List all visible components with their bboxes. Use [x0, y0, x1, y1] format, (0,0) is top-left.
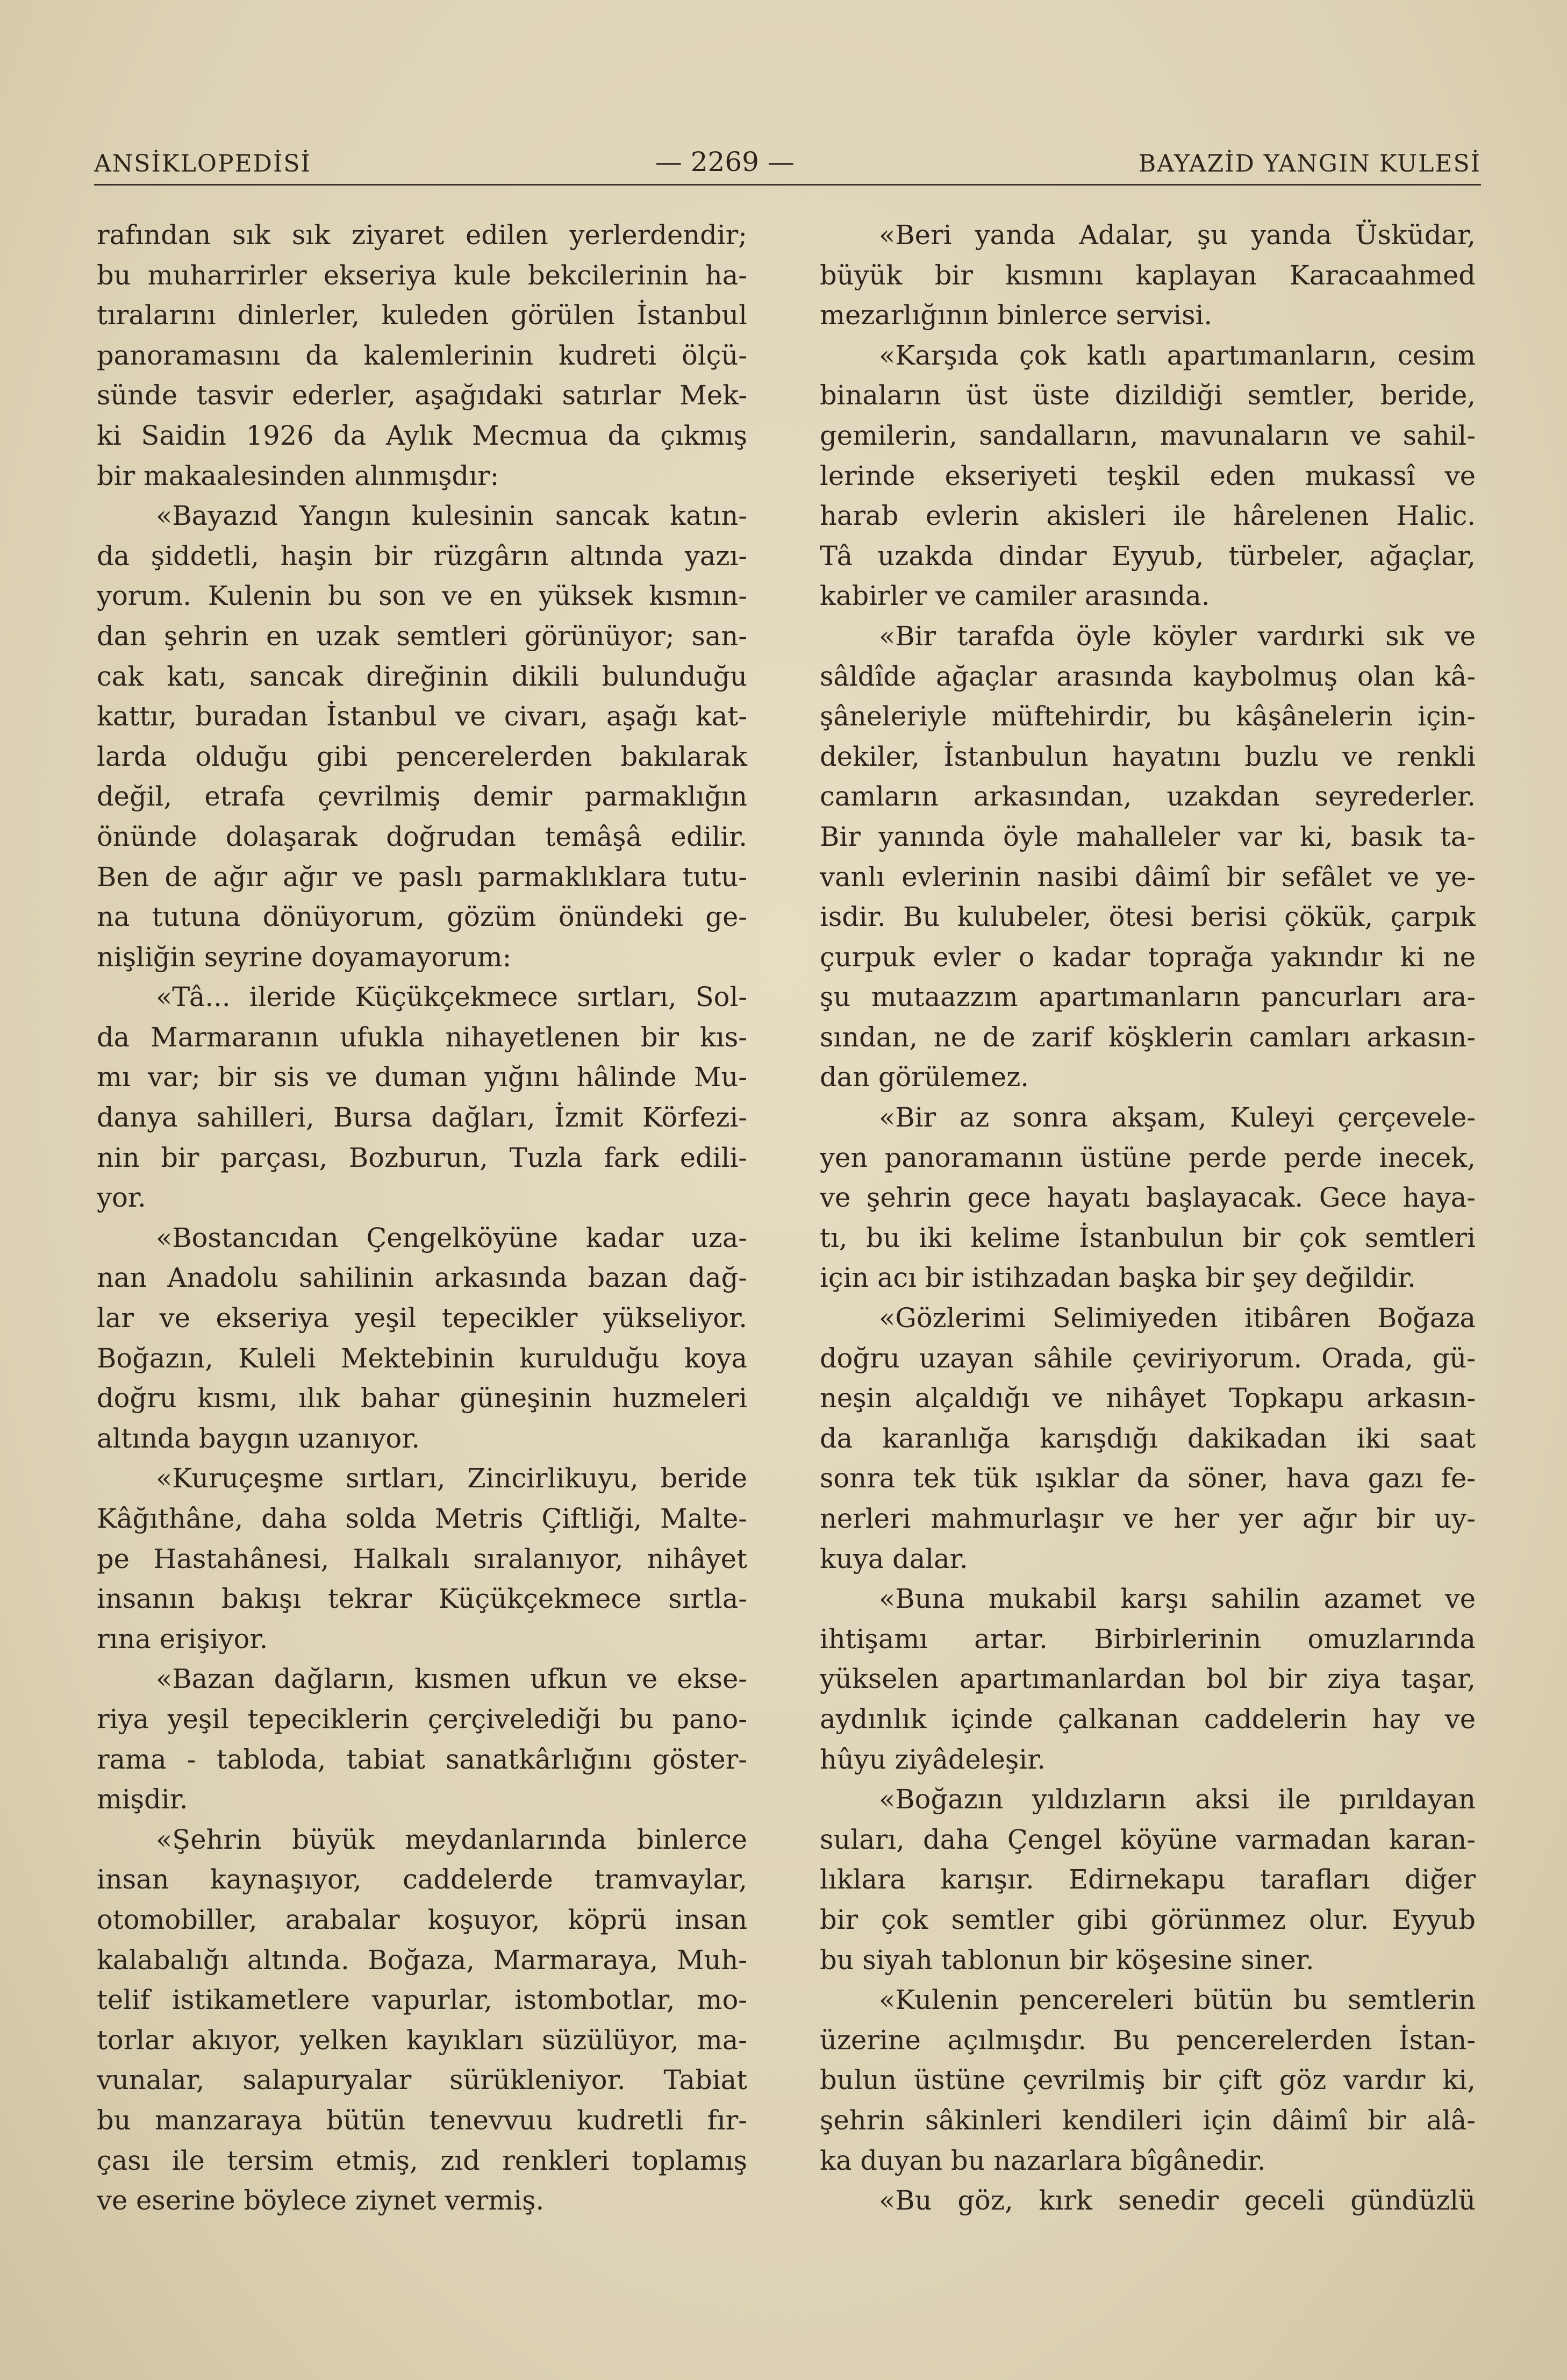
text-line: üzerine açılmışdır. Bu pencerelerden İstan- [820, 2024, 1476, 2056]
text-line: «Beri yanda Adalar, şu yanda Üsküdar, [879, 219, 1476, 251]
text-line: pe Hastahânesi, Halkalı sıralanıyor, nihâyet [97, 1543, 747, 1574]
text-line: hûyu ziyâdeleşir. [820, 1743, 1046, 1775]
text-line: sâldîde ağaçlar arasında kaybolmuş olan kâ- [820, 660, 1476, 692]
text-line: «Bostancıdan Çengelköyüne kadar uza- [156, 1222, 747, 1253]
text-line: nin bir parçası, Bozburun, Tuzla fark edili- [97, 1142, 747, 1173]
text-line: camların arkasından, uzakdan seyrederler. [820, 781, 1476, 813]
text-line: nan Anadolu sahilinin arkasında bazan dağ- [97, 1262, 747, 1294]
text-line: lıklara karışır. Edirnekapu tarafları diğer [820, 1864, 1476, 1896]
text-line: binaların üst üste dizildiği semtler, beride, [820, 380, 1476, 411]
text-line: suları, daha Çengel köyüne varmadan karan- [820, 1823, 1476, 1855]
text-line: isdir. Bu kulubeler, ötesi berisi çökük, çarpık [820, 901, 1476, 933]
text-line: önünde dolaşarak doğrudan temâşâ edilir. [97, 821, 747, 852]
text-line: «Bir az sonra akşam, Kuleyi çerçevele- [879, 1102, 1476, 1134]
text-line: yor. [97, 1182, 146, 1214]
text-line: Bir yanında öyle mahalleler var ki, basık ta- [820, 821, 1476, 852]
text-line: ihtişamı artar. Birbirlerinin omuzlarında [820, 1623, 1476, 1655]
text-line: Tâ uzakda dindar Eyyub, türbeler, ağaçlar, [820, 540, 1476, 572]
text-line: «Kuruçeşme sırtları, Zincirlikuyu, beride [156, 1463, 747, 1494]
text-line: panoramasını da kalemlerinin kudreti ölçü- [97, 339, 747, 371]
text-line: vunalar, salapuryalar sürükleniyor. Tabiat [97, 2064, 747, 2096]
text-line: larda olduğu gibi pencerelerden bakılarak [97, 740, 747, 772]
text-line: mişdir. [97, 1784, 188, 1815]
text-line: da karanlığa karışdığı dakikadan iki saat [820, 1422, 1476, 1454]
right-text-column [820, 215, 1476, 2221]
text-line: «Bu göz, kırk senedir geceli gündüzlü [879, 2185, 1476, 2217]
text-line: kattır, buradan İstanbul ve civarı, aşağı kat- [97, 701, 747, 732]
text-line: ve şehrin gece hayatı başlayacak. Gece haya- [820, 1182, 1476, 1214]
text-line: «Gözlerimi Selimiyeden itibâren Boğaza [879, 1302, 1476, 1334]
text-line: «Şehrin büyük meydanlarında binlerce [156, 1823, 747, 1855]
text-line: gemilerin, sandalların, mavunaların ve sahil- [820, 419, 1476, 451]
text-line: «Buna mukabil karşı sahilin azamet ve [879, 1583, 1476, 1615]
text-line: çurpuk evler o kadar toprağa yakındır ki ne [820, 941, 1476, 973]
text-line: «Boğazın yıldızların aksi ile pırıldayan [879, 1784, 1476, 1815]
text-line: bir çok semtler gibi görünmez olur. Eyyub [820, 1904, 1476, 1935]
text-line: Ben de ağır ağır ve paslı parmaklıklara tutu- [97, 861, 747, 893]
text-line: mezarlığının binlerce servisi. [820, 300, 1213, 331]
header-right-title: BAYAZİD YANGIN KULESİ [1138, 150, 1481, 177]
text-line: tıralarını dinlerler, kuleden görülen İstanbul [97, 300, 747, 331]
text-line: bu siyah tablonun bir köşesine siner. [820, 1944, 1314, 1976]
text-line: rafından sık sık ziyaret edilen yerlerdendir; [97, 219, 747, 251]
text-line: otomobiller, arabalar koşuyor, köprü insan [97, 1904, 747, 1935]
text-line: «Karşıda çok katlı apartımanların, cesim [879, 339, 1476, 371]
text-line: kuya dalar. [820, 1543, 968, 1574]
text-line: insanın bakışı tekrar Küçükçekmece sırtla- [97, 1583, 747, 1615]
text-line: nişliğin seyrine doyamayorum: [97, 941, 512, 973]
text-line: «Bazan dağların, kısmen ufkun ve ekse- [156, 1663, 747, 1695]
text-line: sından, ne de zarif köşklerin camları arkasın- [820, 1021, 1476, 1053]
text-line: bu manzaraya bütün tenevvuu kudretli fır- [97, 2104, 747, 2136]
text-line: sünde tasvir ederler, aşağıdaki satırlar Mek- [97, 380, 747, 411]
text-line: dan şehrin en uzak semtleri görünüyor; san- [97, 620, 747, 652]
page-number: — 2269 — [655, 146, 795, 177]
text-line: nerleri mahmurlaşır ve her yer ağır bir uy- [820, 1503, 1476, 1534]
text-line: şu mutaazzım apartımanların pancurları ara- [820, 981, 1476, 1013]
text-line: vanlı evlerinin nasibi dâimî bir sefâlet ve ye- [820, 861, 1476, 893]
text-line: ki Saidin 1926 da Aylık Mecmua da çıkmış [97, 419, 747, 451]
text-line: dan görülemez. [820, 1061, 1029, 1093]
text-line: harab evlerin akisleri ile hârelenen Halic. [820, 500, 1476, 532]
text-line: danya sahilleri, Bursa dağları, İzmit Körfezi- [97, 1102, 747, 1134]
text-line: tı, bu iki kelime İstanbulun bir çok semtleri [820, 1222, 1476, 1253]
text-line: lar ve ekseriya yeşil tepecikler yükseliyor. [97, 1302, 747, 1334]
text-line: «Bayazıd Yangın kulesinin sancak katın- [156, 500, 747, 532]
text-line: aydınlık içinde çalkanan caddelerin hay ve [820, 1703, 1476, 1735]
text-line: neşin alçaldığı ve nihâyet Topkapu arkasın- [820, 1383, 1476, 1414]
text-line: cak katı, sancak direğinin dikili bulunduğu [97, 660, 747, 692]
text-line: mı var; bir sis ve duman yığını hâlinde Mu- [97, 1061, 747, 1093]
text-line: «Tâ... ileride Küçükçekmece sırtları, Sol- [156, 981, 747, 1013]
text-line: doğru kısmı, ılık bahar güneşinin huzmeleri [97, 1383, 747, 1414]
text-line: da Marmaranın ufukla nihayetlenen bir kıs- [97, 1021, 747, 1053]
text-line: rına erişiyor. [97, 1623, 268, 1655]
text-line: rama - tabloda, tabiat sanatkârlığını göster- [97, 1743, 747, 1775]
text-line: için acı bir istihzadan başka bir şey değildir. [820, 1262, 1416, 1294]
left-text-column [97, 215, 747, 2221]
text-line: insan kaynaşıyor, caddelerde tramvaylar, [97, 1864, 747, 1896]
text-line: sonra tek tük ışıklar da söner, hava gazı fe- [820, 1463, 1476, 1494]
text-line: doğru uzayan sâhile çeviriyorum. Orada, gü- [820, 1342, 1476, 1374]
text-line: kabirler ve camiler arasında. [820, 580, 1210, 612]
text-line: dekiler, İstanbulun hayatını buzlu ve renkli [820, 740, 1476, 772]
text-line: torlar akıyor, yelken kayıkları süzülüyor, ma- [97, 2024, 747, 2056]
text-line: kalabalığı altında. Boğaza, Marmaraya, Muh- [97, 1944, 747, 1976]
text-line: da şiddetli, haşin bir rüzgârın altında yazı- [97, 540, 747, 572]
text-line: ka duyan bu nazarlara bîgânedir. [820, 2144, 1266, 2176]
text-line: lerinde ekseriyeti teşkil eden mukassî ve [820, 460, 1476, 491]
text-line: değil, etrafa çevrilmiş demir parmaklığın [97, 781, 747, 813]
text-line: Kâğıthâne, daha solda Metris Çiftliği, Malte- [97, 1503, 747, 1534]
text-line: yen panoramanın üstüne perde perde inecek, [820, 1142, 1476, 1173]
text-line: şâneleriyle müftehirdir, bu kâşânelerin için- [820, 701, 1476, 732]
text-line: şehrin sâkinleri kendileri için dâimî bir alâ- [820, 2104, 1476, 2136]
text-line: yorum. Kulenin bu son ve en yüksek kısmın- [97, 580, 747, 612]
text-line: «Bir tarafda öyle köyler vardırki sık ve [879, 620, 1476, 652]
text-line: bu muharrirler ekseriya kule bekcilerinin ha- [97, 259, 747, 291]
text-line: Boğazın, Kuleli Mektebinin kurulduğu koya [97, 1342, 747, 1374]
text-line: bir makaalesinden alınmışdır: [97, 460, 499, 491]
text-line: altında baygın uzanıyor. [97, 1422, 420, 1454]
text-line: na tutuna dönüyorum, gözüm önündeki ge- [97, 901, 747, 933]
text-line: bulun üstüne çevrilmiş bir çift göz vardır ki, [820, 2064, 1476, 2096]
text-line: ve eserine böylece ziynet vermiş. [97, 2185, 545, 2217]
text-line: çası ile tersim etmiş, zıd renkleri toplamış [97, 2144, 747, 2176]
text-line: telif istikametlere vapurlar, istombotlar, mo- [97, 1984, 747, 2016]
text-line: «Kulenin pencereleri bütün bu semtlerin [879, 1984, 1476, 2016]
text-line: yükselen apartımanlardan bol bir ziya taşar, [820, 1663, 1476, 1695]
text-line: riya yeşil tepeciklerin çerçivelediği bu pano- [97, 1703, 747, 1735]
running-header [94, 129, 1481, 186]
header-left-title: ANSİKLOPEDİSİ [94, 150, 311, 177]
text-line: büyük bir kısmını kaplayan Karacaahmed [820, 259, 1476, 291]
